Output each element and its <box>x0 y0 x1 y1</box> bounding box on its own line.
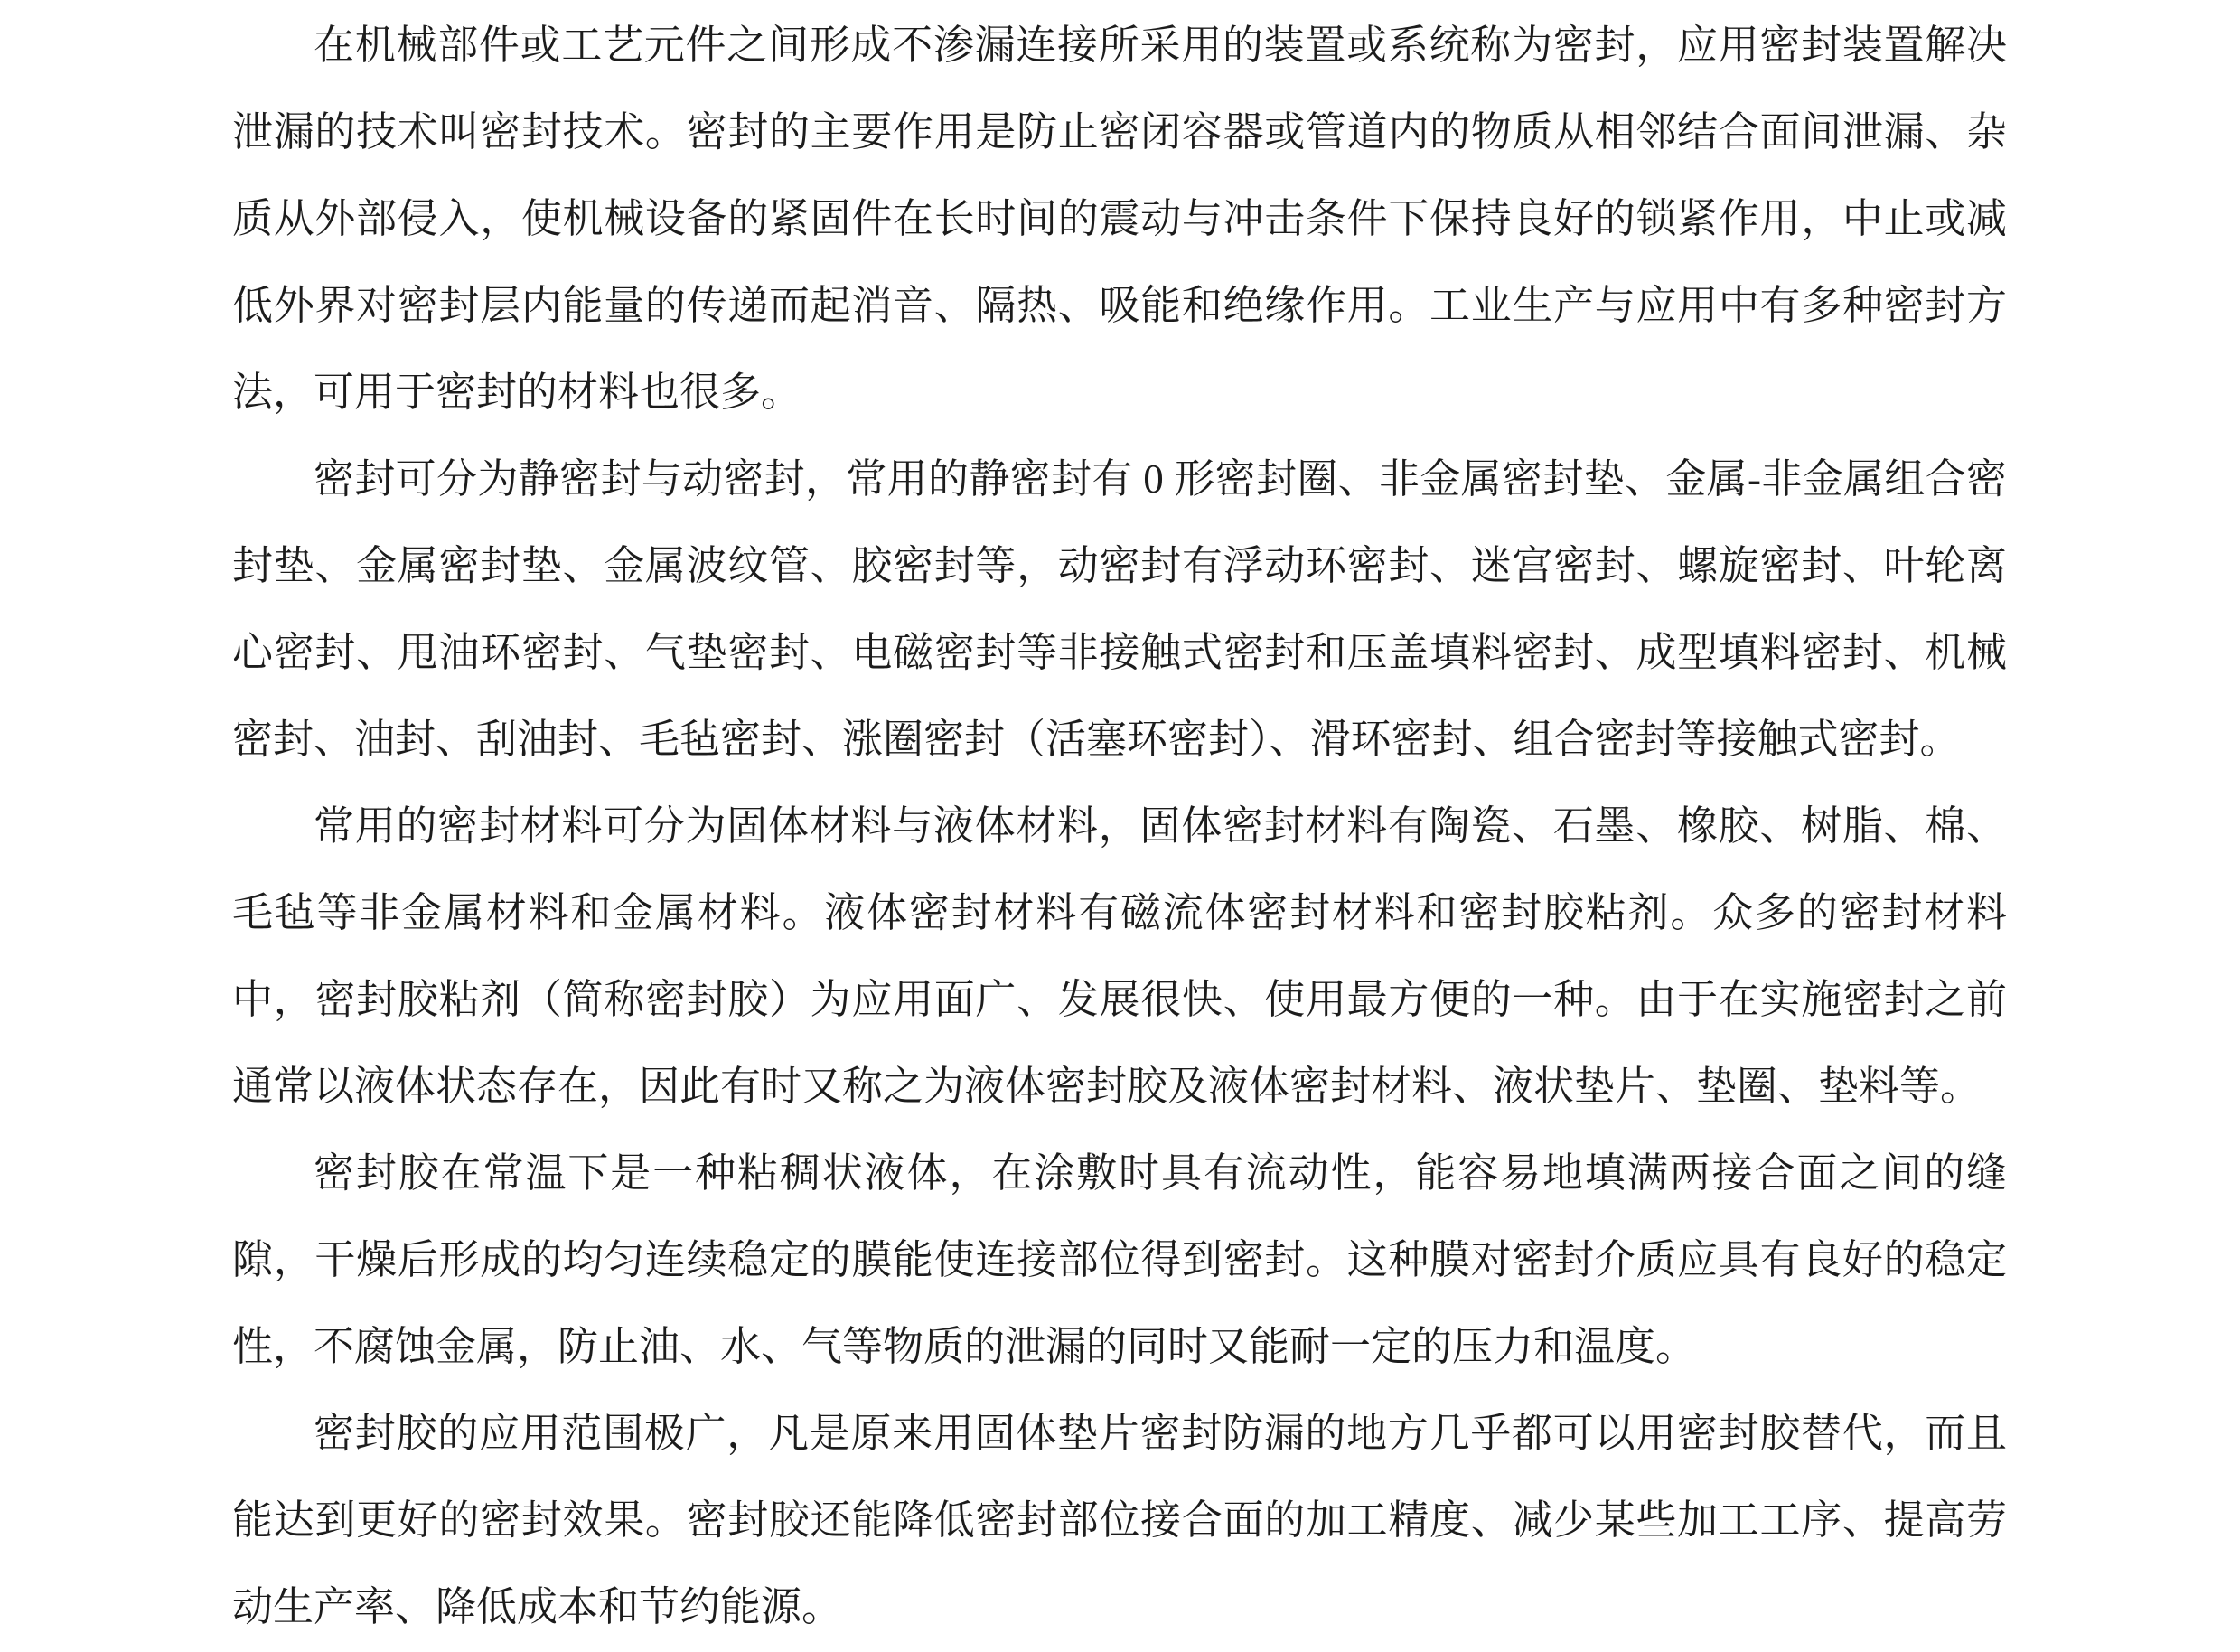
paragraph-sealant-properties: 密封胶在常温下是一种粘稠状液体，在涂敷时具有流动性，能容易地填满两接合面之间的缝隙，干燥后形成的均匀连续稳定的膜能使连接部位得到密封。这种膜对密封介质应具有良好的稳定性，不腐蚀金属，防止油、水、气等物质的泄漏的同时又能耐一定的压力和温度。 <box>232 1150 2007 1369</box>
paragraph-seal-types: 密封可分为静密封与动密封，常用的静密封有 0 形密封圈、非金属密封垫、金属-非金属组合密封垫、金属密封垫、金属波纹管、胶密封等，动密封有浮动环密封、迷宫密封、螺旋密封、叶轮离心密封、甩油环密封、气垫密封、电磁密封等非接触式密封和压盖填料密封、成型填料密封、机械密封、油封、刮油封、毛毡密封、涨圈密封（活塞环密封）、滑环密封、组合密封等接触式密封。 <box>232 456 2007 762</box>
paragraph-sealant-applications: 密封胶的应用范围极广，凡是原来用固体垫片密封防漏的地方几乎都可以用密封胶替代，而且能达到更好的密封效果。密封胶还能降低密封部位接合面的加工精度、减少某些加工工序、提高劳动生产率、降低成本和节约能源。 <box>232 1411 2007 1629</box>
paragraph-seal-materials: 常用的密封材料可分为固体材料与液体材料，固体密封材料有陶瓷、石墨、橡胶、树脂、棉、毛毡等非金属材料和金属材料。液体密封材料有磁流体密封材料和密封胶粘剂。众多的密封材料中，密封胶粘剂（简称密封胶）为应用面广、发展很快、使用最方便的一种。由于在实施密封之前通常以液体状态存在，因此有时又称之为液体密封胶及液体密封材料、液状垫片、垫圈、垫料等。 <box>232 803 2007 1109</box>
paragraph-seal-definition: 在机械部件或工艺元件之间形成不渗漏连接所采用的装置或系统称为密封，应用密封装置解决泄漏的技术叫密封技术。密封的主要作用是防止密闭容器或管道内的物质从相邻结合面间泄漏、杂质从外部侵入，使机械设备的紧固件在长时间的震动与冲击条件下保持良好的锁紧作用，中止或减低外界对密封层内能量的传递而起消音、隔热、吸能和绝缘作用。工业生产与应用中有多种密封方法，可用于密封的材料也很多。 <box>232 23 2007 415</box>
